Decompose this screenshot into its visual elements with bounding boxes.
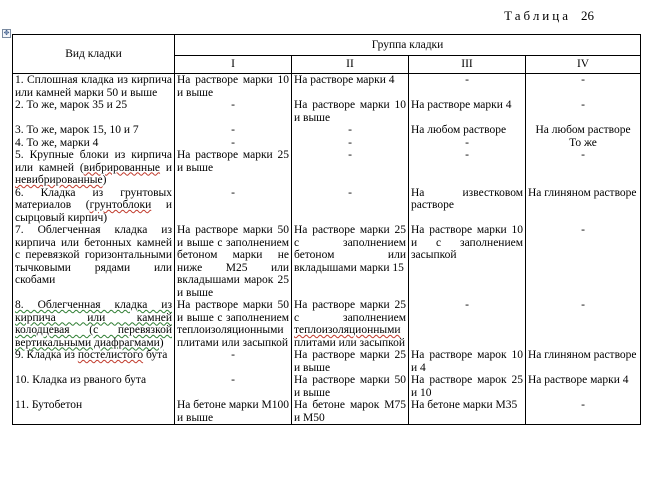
row-2-group-3: На растворе марки 4 bbox=[409, 99, 526, 124]
row-10-group-2: На растворе марки 50 и выше bbox=[292, 374, 409, 399]
row-1-group-3: - bbox=[409, 74, 526, 100]
caption-number: 26 bbox=[581, 8, 594, 23]
row-3-kind: 3. То же, марок 15, 10 и 7 bbox=[13, 124, 175, 137]
row-5-kind-text: 5. Крупные блоки из кирпича или камней ( bbox=[15, 149, 172, 174]
row-6-group-2: - bbox=[292, 187, 409, 225]
row-9-group-3: На растворе марок 10 и 4 bbox=[409, 349, 526, 374]
header-kind: Вид кладки bbox=[13, 35, 175, 74]
row-2-group-4: - bbox=[526, 99, 641, 124]
header-group-4: IV bbox=[526, 56, 641, 74]
table-row bbox=[13, 137, 641, 150]
row-6-kind bbox=[13, 187, 175, 225]
row-8-group-2-word: теплоизоляционными bbox=[294, 324, 401, 336]
row-9-group-4: На глиняном растворе bbox=[526, 349, 641, 374]
row-6-kind-text-end: и сырцовый кирпич) bbox=[15, 199, 173, 224]
row-8-kind: 8. Облегченная кладка из кирпича или камней колодцевая (с перевязкой вертикальными диафрагмами) bbox=[13, 299, 175, 349]
row-9-kind bbox=[13, 349, 175, 374]
row-9-group-2: На растворе марки 25 и выше bbox=[292, 349, 409, 374]
header-group-2: II bbox=[292, 56, 409, 74]
row-8-group-4: - bbox=[526, 299, 641, 349]
table-row bbox=[13, 74, 641, 100]
row-5-kind-text-end: ) bbox=[102, 174, 107, 186]
row-4-group-4: То же bbox=[526, 137, 641, 150]
table-move-handle-icon[interactable]: ✥ bbox=[3, 29, 10, 37]
table-row bbox=[13, 349, 641, 374]
row-8-group-1: На растворе марки 50 и выше с заполнением теплоизоляционными плитами или засыпкой bbox=[175, 299, 292, 349]
row-9-group-1: - bbox=[175, 349, 292, 374]
row-11-group-4: - bbox=[526, 399, 641, 425]
row-10-group-1: - bbox=[175, 374, 292, 399]
row-1-kind: 1. Сплошная кладка из кирпича или камней марки 50 и выше bbox=[13, 74, 175, 100]
row-6-group-4: На глиняном растворе bbox=[526, 187, 641, 225]
row-10-kind: 10. Кладка из рваного бута bbox=[13, 374, 175, 399]
row-3-group-3: На любом растворе bbox=[409, 124, 526, 137]
row-5-group-4: - bbox=[526, 149, 641, 187]
table-row bbox=[13, 149, 641, 187]
row-2-group-1: - bbox=[175, 99, 292, 124]
row-9-kind-text: 9. Кладка из bbox=[15, 349, 78, 361]
table-row bbox=[13, 99, 641, 124]
row-3-group-2: - bbox=[292, 124, 409, 137]
row-7-kind: 7. Облегченная кладка из кирпича или бетонных камней с перевязкой горизонтальными тычковыми рядами или скобами bbox=[13, 224, 175, 299]
row-1-group-2: На растворе марки 4 bbox=[292, 74, 409, 100]
row-7-group-4: - bbox=[526, 224, 641, 299]
row-11-group-2: На бетоне марок М75 и М50 bbox=[292, 399, 409, 425]
caption-label: Таблица bbox=[504, 8, 571, 23]
row-8-group-2-text-end: плитами или засыпкой bbox=[294, 336, 406, 349]
table-row bbox=[13, 224, 641, 299]
row-3-group-1: - bbox=[175, 124, 292, 137]
masonry-groups-table bbox=[12, 34, 641, 425]
row-5-kind-word-2: невибрированные bbox=[15, 174, 103, 186]
row-8-group-2-text: На растворе марки 25 с заполнением bbox=[294, 299, 406, 324]
row-8-group-3: - bbox=[409, 299, 526, 349]
row-10-group-4: На растворе марки 4 bbox=[526, 374, 641, 399]
row-11-group-1: На бетоне марки М100 и выше bbox=[175, 399, 292, 425]
row-4-group-2: - bbox=[292, 137, 409, 150]
row-4-kind: 4. То же, марки 4 bbox=[13, 137, 175, 150]
table-row bbox=[13, 399, 641, 425]
row-5-group-2: - bbox=[292, 149, 409, 187]
row-2-group-2: На растворе марки 10 и выше bbox=[292, 99, 409, 124]
row-6-group-1: - bbox=[175, 187, 292, 225]
row-11-kind: 11. Бутобетон bbox=[13, 399, 175, 425]
row-7-group-1: На растворе марки 50 и выше с заполнением бетоном марки не ниже М25 или вкладышами марок 25 и выше bbox=[175, 224, 292, 299]
row-5-group-3: - bbox=[409, 149, 526, 187]
row-4-group-3: - bbox=[409, 137, 526, 150]
row-5-kind-text-mid: и bbox=[160, 161, 172, 174]
header-group-1: I bbox=[175, 56, 292, 74]
row-9-kind-text-end: бута bbox=[143, 349, 168, 361]
table-row bbox=[13, 299, 641, 349]
table-row bbox=[13, 124, 641, 137]
row-6-kind-word-1: грунтоблоки bbox=[89, 199, 152, 211]
row-4-group-1: - bbox=[175, 137, 292, 150]
row-5-kind-word-1: вибрированные bbox=[83, 161, 161, 174]
table-row bbox=[13, 374, 641, 399]
row-2-kind: 2. То же, марок 35 и 25 bbox=[13, 99, 175, 124]
header-group: Группа кладки bbox=[175, 35, 641, 56]
header-group-3: III bbox=[409, 56, 526, 74]
row-8-group-2 bbox=[292, 299, 409, 349]
row-6-group-3: На известковом растворе bbox=[409, 187, 526, 225]
row-5-kind bbox=[13, 149, 175, 187]
row-10-group-3: На растворе марок 25 и 10 bbox=[409, 374, 526, 399]
row-7-group-2: На растворе марки 25 с заполнением бетоном или вкладышами марки 15 bbox=[292, 224, 409, 299]
row-1-group-1: На растворе марки 10 и выше bbox=[175, 74, 292, 100]
row-3-group-4: На любом растворе bbox=[526, 124, 641, 137]
row-1-group-4: - bbox=[526, 74, 641, 100]
row-7-group-3: На растворе марки 10 и с заполнением засыпкой bbox=[409, 224, 526, 299]
table-caption bbox=[504, 8, 594, 24]
row-5-group-1: На растворе марки 25 и выше bbox=[175, 149, 292, 187]
row-11-group-3: На бетоне марки М35 bbox=[409, 399, 526, 425]
row-6-kind-text: 6. Кладка из грунтовых материалов ( bbox=[15, 186, 172, 211]
table-row bbox=[13, 187, 641, 225]
row-9-kind-word: постелистого bbox=[77, 349, 144, 361]
